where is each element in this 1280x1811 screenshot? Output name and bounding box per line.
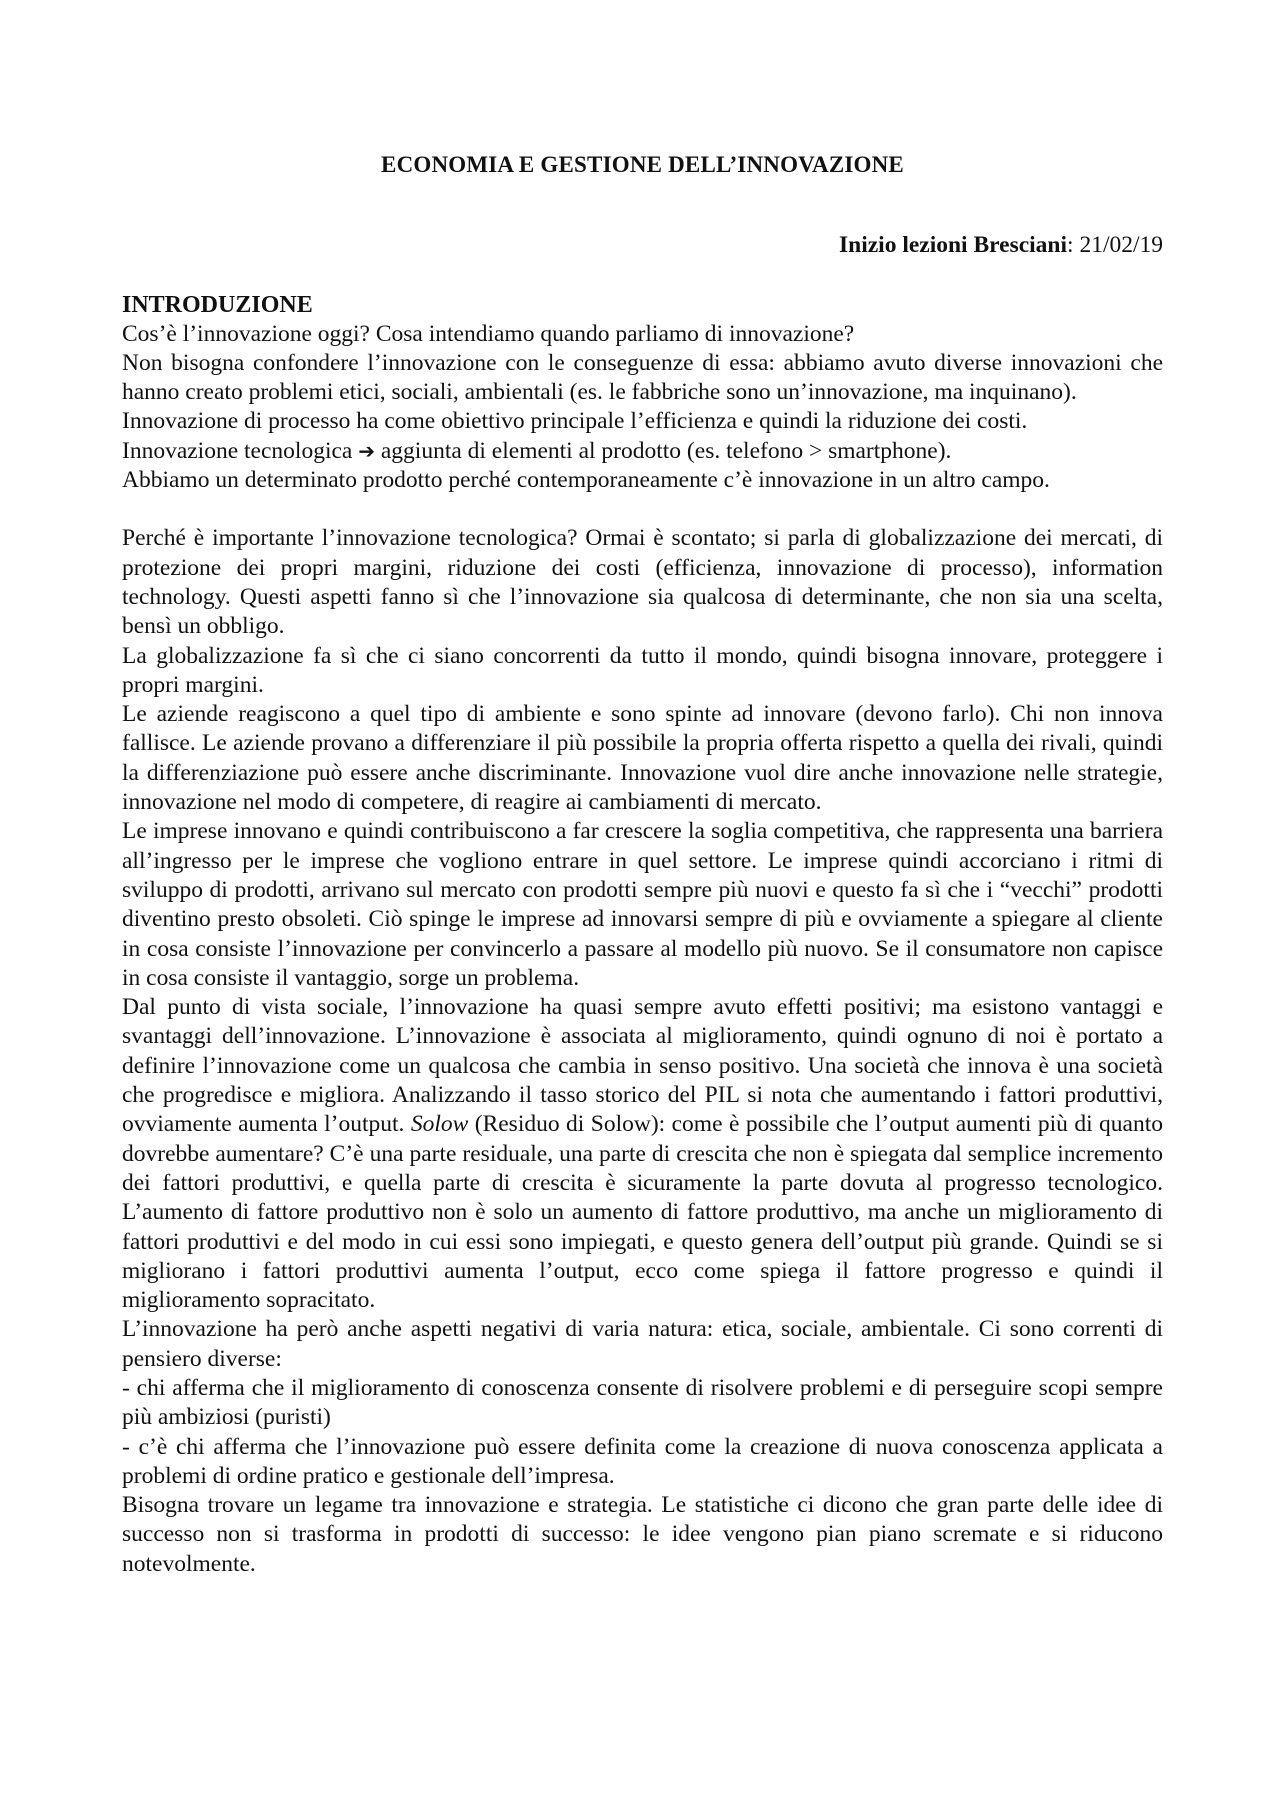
lecture-start-line (122, 231, 1163, 260)
paragraph: Innovazione di processo ha come obiettivo principale l’efficienza e quindi la riduzione dei costi. (122, 408, 1028, 435)
lecture-start-date: 21/02/19 (1079, 232, 1163, 259)
tech-line-end: aggiunta di elementi al prodotto (es. telefono > smartphone). (374, 437, 952, 464)
list-item: - c’è chi afferma che l’innovazione può essere definita come la creazione di nuova conoscenza applicata a problemi di ordine pratico e gestionale dell’impresa. (122, 1433, 1163, 1489)
section-heading-introduzione: INTRODUZIONE (122, 291, 313, 318)
paragraph: Le aziende reagiscono a quel tipo di ambiente e sono spinte ad innovare (devono farlo). Chi non innova fallisce. Le aziende provano a differenziare il più possibile la propria offerta rispetto a quella dei rivali, quindi la differenziazione può essere anche discriminante. Innovazione vuol dire anche innovazione nelle strategie, innovazione nel modo di competere, di reagire ai cambiamenti di mercato. (122, 701, 1163, 816)
lecture-start-label: Inizio lezioni Bresciani (838, 232, 1068, 259)
paragraph: Bisogna trovare un legame tra innovazione e strategia. Le statistiche ci dicono che gran parte delle idee di successo non si trasforma in prodotti di successo: le idee vengono pian piano scremate e si riducono notevolmente. (122, 1492, 1163, 1577)
paragraph: La globalizzazione fa sì che ci siano concorrenti da tutto il mondo, quindi bisogna innovare, proteggere i propri margini. (122, 642, 1163, 698)
paragraph-solow (122, 993, 1163, 1315)
lecture-separator: : (1067, 232, 1080, 259)
paragraph: Non bisogna confondere l’innovazione con le conseguenze di essa: abbiamo avuto diverse innovazioni che hanno creato problemi etici, sociali, ambientali (es. le fabbriche sono un’innovazione, ma inquinano). (122, 349, 1163, 406)
arrow-right-icon: ➔ (358, 438, 375, 463)
paragraph: Abbiamo un determinato prodotto perché contemporaneamente c’è innovazione in un altro campo. (122, 467, 1050, 494)
paragraph-spacer (122, 495, 1163, 524)
paragraph-tech-innovation (122, 437, 1163, 466)
solow-text-end: (Residuo di Solow): come è possibile che l’output aumenti più di quanto dovrebbe aumentare? C’è una parte residuale, una parte di crescita che non è spiegata dal semplice incremento dei fattori produttivi, e quella parte di crescita è sicuramente la parte dovuta al progresso tecnologico. L’aumento di fattore produttivo non è solo un aumento di fattore produttivo, ma anche un miglioramento di fattori produttivi e del modo in cui essi sono impiegati, e questo genera dell’output più grande. Quindi se si migliorano i fattori produttivi aumenta l’output, ecco come spiega il fattore progresso e quindi il miglioramento sopracitato. (122, 1111, 1164, 1314)
paragraph: L’innovazione ha però anche aspetti negativi di varia natura: etica, sociale, ambientale. Ci sono correnti di pensiero diverse: (122, 1316, 1163, 1372)
paragraph: Le imprese innovano e quindi contribuiscono a far crescere la soglia competitiva, che rappresenta una barriera all’ingresso per le imprese che vogliono entrare in quel settore. Le imprese quindi accorciano i ritmi di sviluppo di prodotti, arrivano sul mercato con prodotti sempre più nuovi e questo fa sì che i “vecchi” prodotti diventino presto obsoleti. Ciò spinge le imprese ad innovarsi sempre di più e ovviamente a spiegare al cliente in cosa consiste l’innovazione per convincerlo a passare al modello più nuovo. Se il consumatore non capisce in cosa consiste il vantaggio, sorge un problema. (122, 818, 1163, 991)
list-item: - chi afferma che il miglioramento di conoscenza consente di risolvere problemi e di perseguire scopi sempre più ambiziosi (puristi) (122, 1374, 1163, 1431)
tech-line-start: Innovazione tecnologica (122, 437, 359, 464)
solow-text-start: Dal punto di vista sociale, l’innovazione ha quasi sempre avuto effetti positivi; ma esistono vantaggi e svantaggi dell’innovazione. L’innovazione è associata al miglioramento, quindi ognuno di noi è portato a definire l’innovazione come un qualcosa che cambia in senso positivo. Una società che innova è una società che progredisce e migliora. Analizzando il tasso storico del PIL si nota che aumentando i fattori produttivi, ovviamente aumenta l’output. (122, 994, 1163, 1138)
paragraph: Perché è importante l’innovazione tecnologica? Ormai è scontato; si parla di globalizzazione dei mercati, di protezione dei propri margini, riduzione dei costi (efficienza, innovazione di processo), information technology. Questi aspetti fanno sì che l’innovazione sia qualcosa di determinante, che non sia una scelta, bensì un obbligo. (122, 525, 1163, 640)
document-title: ECONOMIA E GESTIONE DELL’INNOVAZIONE (381, 152, 904, 177)
paragraph: Cos’è l’innovazione oggi? Cosa intendiamo quando parliamo di innovazione? (122, 320, 855, 347)
document-page (122, 150, 1163, 1579)
solow-italic-term: Solow (410, 1111, 469, 1138)
